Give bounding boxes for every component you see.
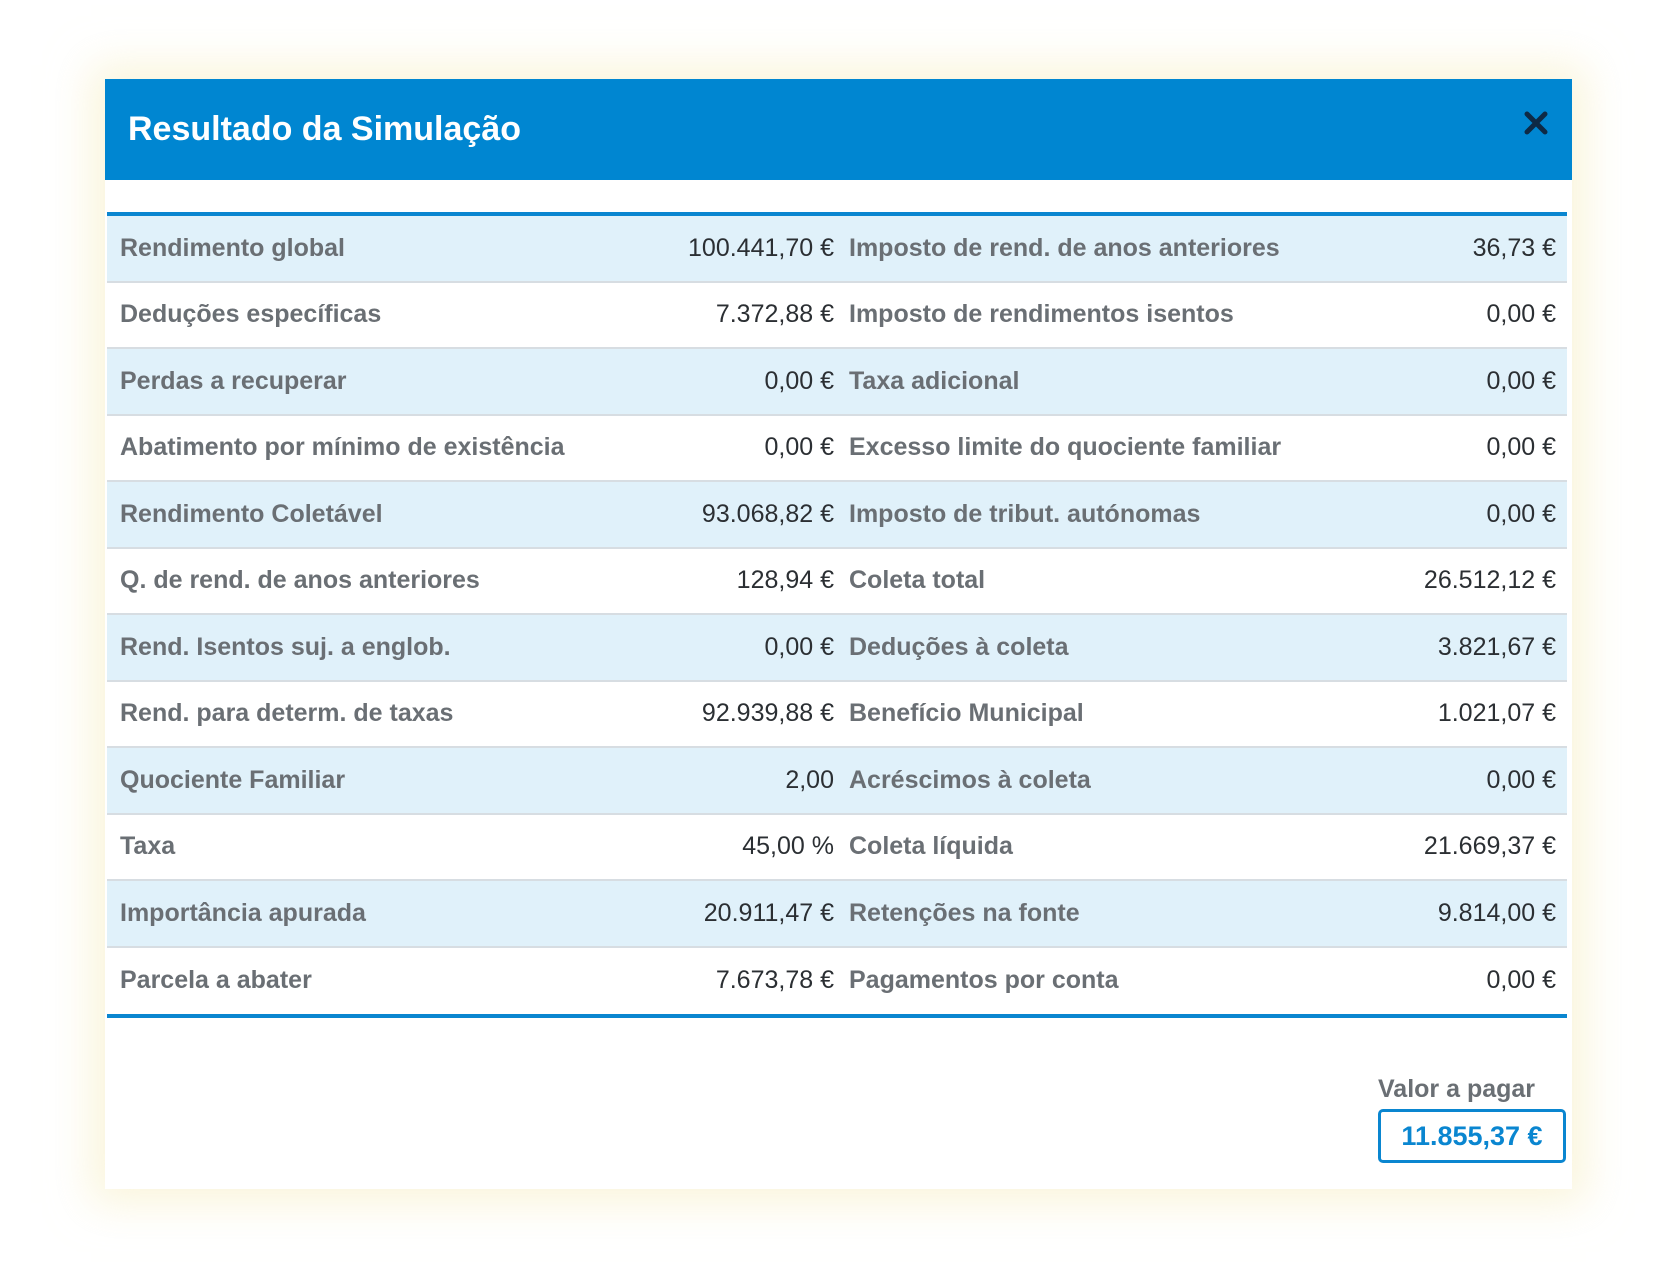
table-row — [107, 948, 1567, 1015]
modal-header — [105, 79, 1572, 180]
row-value-left: 0,00 € — [764, 366, 834, 395]
row-label-right: Imposto de rend. de anos anteriores — [849, 233, 1280, 262]
row-value-left: 92.939,88 € — [701, 699, 834, 728]
row-value-right: 21.669,37 € — [1423, 832, 1556, 861]
row-value-right: 0,00 € — [1486, 499, 1556, 528]
table-row — [107, 615, 1567, 682]
amount-due-label: Valor a pagar — [1378, 1075, 1536, 1103]
row-label-left: Importância apurada — [120, 898, 366, 927]
row-label-right: Coleta líquida — [849, 832, 1013, 861]
row-value-left: 93.068,82 € — [701, 499, 834, 528]
table-row — [107, 881, 1567, 948]
row-label-left: Deduções específicas — [120, 300, 382, 329]
row-label-left: Rend. para determ. de taxas — [120, 699, 454, 728]
table-row — [107, 682, 1567, 749]
row-value-right: 0,00 € — [1486, 966, 1556, 995]
row-value-right: 36,73 € — [1472, 233, 1556, 262]
row-label-right: Deduções à coleta — [849, 632, 1069, 661]
row-value-left: 7.673,78 € — [715, 966, 834, 995]
row-label-left: Q. de rend. de anos anteriores — [120, 566, 480, 595]
row-label-right: Coleta total — [849, 566, 986, 595]
row-label-right: Excesso limite do quociente familiar — [849, 433, 1282, 462]
table-row — [107, 283, 1567, 350]
row-label-right: Retenções na fonte — [849, 898, 1080, 927]
close-button[interactable] — [1516, 103, 1556, 143]
row-label-left: Rend. Isentos suj. a englob. — [120, 632, 451, 661]
row-value-right: 1.021,07 € — [1437, 699, 1556, 728]
row-value-right: 0,00 € — [1486, 300, 1556, 329]
row-value-right: 0,00 € — [1486, 433, 1556, 462]
row-label-left: Rendimento Coletável — [120, 499, 383, 528]
amount-due-value: 11.855,37 € — [1378, 1109, 1566, 1163]
modal-title: Resultado da Simulação — [128, 110, 521, 148]
table-row — [107, 349, 1567, 416]
row-value-left: 7.372,88 € — [715, 300, 834, 329]
row-label-right: Imposto de rendimentos isentos — [849, 300, 1234, 329]
results-table — [107, 212, 1567, 1018]
row-label-right: Acréscimos à coleta — [849, 765, 1091, 794]
row-value-left: 128,94 € — [736, 566, 834, 595]
table-row — [107, 549, 1567, 616]
row-label-right: Pagamentos por conta — [849, 966, 1119, 995]
table-row — [107, 748, 1567, 815]
row-value-left: 0,00 € — [764, 632, 834, 661]
row-value-right: 0,00 € — [1486, 366, 1556, 395]
table-row — [107, 482, 1567, 549]
row-label-right: Taxa adicional — [849, 366, 1020, 395]
table-row — [107, 216, 1567, 283]
table-row — [107, 416, 1567, 483]
row-value-left: 100.441,70 € — [688, 233, 834, 262]
row-label-left: Taxa — [120, 832, 176, 861]
row-value-left: 2,00 — [785, 765, 834, 794]
row-label-left: Parcela a abater — [120, 966, 312, 995]
row-value-right: 0,00 € — [1486, 765, 1556, 794]
row-label-left: Perdas a recuperar — [120, 366, 347, 395]
close-icon — [1523, 110, 1549, 136]
row-value-right: 9.814,00 € — [1437, 898, 1556, 927]
row-label-left: Abatimento por mínimo de existência — [120, 433, 565, 462]
row-label-left: Rendimento global — [120, 233, 345, 262]
row-value-right: 26.512,12 € — [1423, 566, 1556, 595]
row-value-left: 0,00 € — [764, 433, 834, 462]
row-value-right: 3.821,67 € — [1437, 632, 1556, 661]
row-label-right: Imposto de tribut. autónomas — [849, 499, 1201, 528]
table-row — [107, 815, 1567, 882]
row-value-left: 45,00 % — [742, 832, 834, 861]
row-label-right: Benefício Municipal — [849, 699, 1084, 728]
row-value-left: 20.911,47 € — [703, 898, 834, 927]
simulation-result-modal — [105, 79, 1572, 1189]
row-label-left: Quociente Familiar — [120, 765, 346, 794]
